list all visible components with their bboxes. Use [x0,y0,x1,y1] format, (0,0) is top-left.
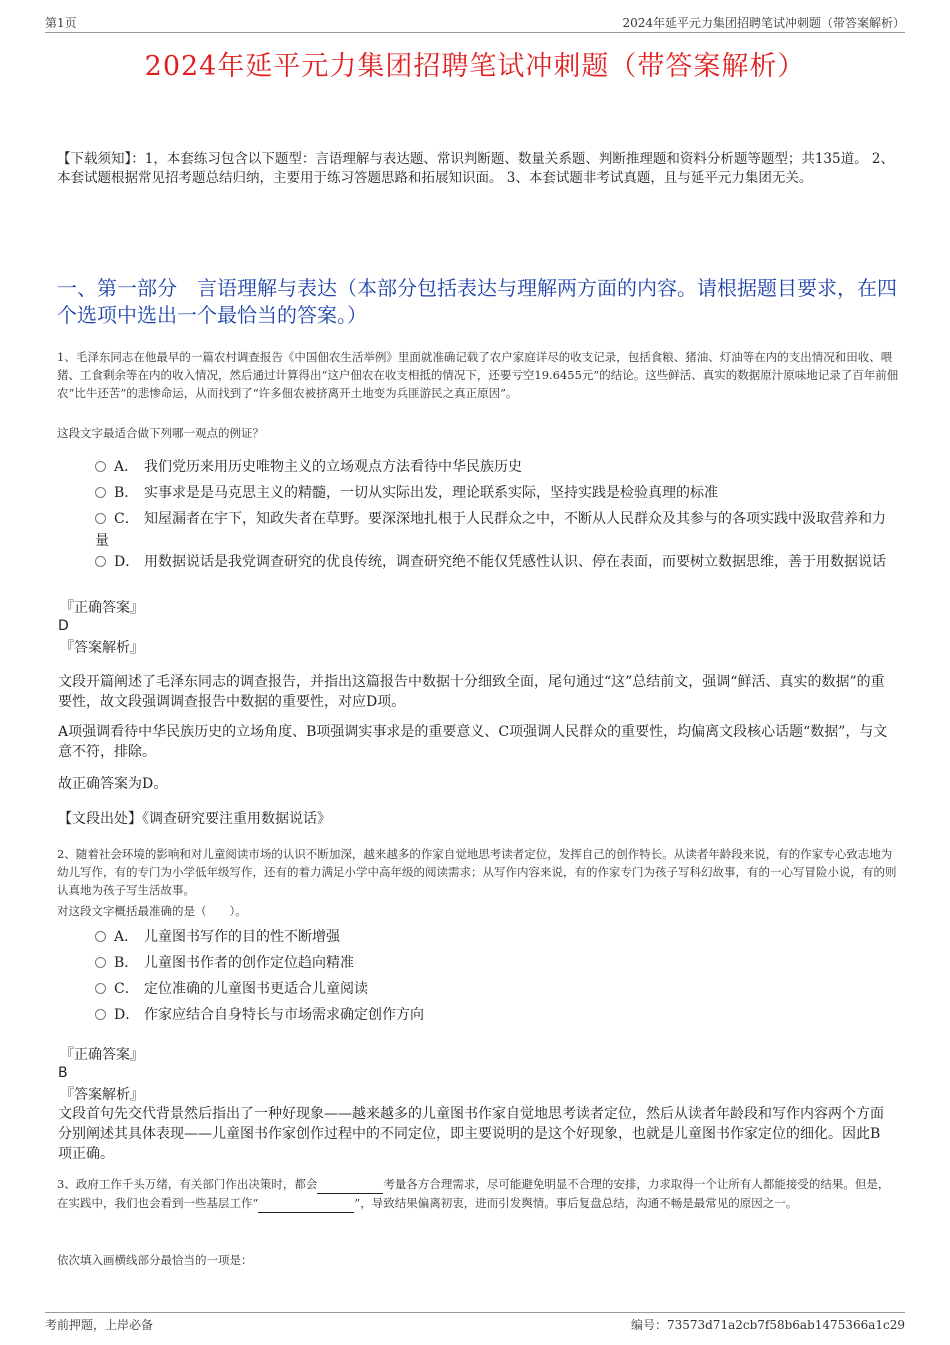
answer-label: 『正确答案』 [60,1047,144,1063]
radio-icon[interactable] [95,983,106,994]
question-2-option-c[interactable]: C． 定位准确的儿童图书更适合儿童阅读 [95,978,895,1000]
question-2-option-b[interactable]: B． 儿童图书作者的创作定位趋向精准 [95,952,895,974]
question-1-option-c[interactable]: C． 知屋漏者在宇下，知政失者在草野。要深深地扎根于人民群众之中，不断从人民群众及其参与的各项实践中汲取营养和力量 [95,511,886,549]
question-1-prompt: 这段文字最适合做下列哪一观点的例证？ [57,426,264,440]
question-3-prompt: 依次填入画横线部分最恰当的一项是： [57,1253,253,1267]
analysis-label: 『答案解析』 [60,1087,144,1103]
question-2-stem: 2、随着社会环境的影响和对儿童阅读市场的认识不断加深，越来越多的作家自觉地思考读者定位，发挥自己的创作特长。从读者年龄段来说，有的作家专心致志地为幼儿写作，有的专门为小学低年级写作，还有的着力满足小学中高年级的阅读需求；从写作内容来说，有的作家专门为孩子写科幻故事，有的一心写冒险小说，有的则认真地为孩子写生活故事。 [57,847,897,897]
question-2-option-a[interactable]: A． 儿童图书写作的目的性不断增强 [95,926,895,948]
footer-doc-id: 编号：73573d71a2cb7f58b6ab1475366a1c29 [630,1318,905,1332]
analysis-paragraph: 文段首句先交代背景然后指出了一种好现象——越来越多的儿童图书作家自觉地思考读者定位，然后从读者年龄段和写作内容两个方面分别阐述其具体表现——儿童图书作家创作过程中的不同定位，即主要说明的是这个好现象，也就是儿童图书作家定位的细化。因此B项正确。 [58,1106,884,1162]
answer-value: D [58,618,69,634]
page-header [45,14,905,33]
question-1-stem: 1、毛泽东同志在他最早的一篇农村调查报告《中国佃农生活举例》里面就准确记载了农户家庭详尽的收支记录，包括食粮、猪油、灯油等在内的支出情况和田收、喂猪、工食剩余等在内的收入情况，然后通过计算得出“这户佃农在收支相抵的情况下，还要亏空19.6455元”的结论。这些鲜活、真实的数据原汁原味地记录了百年前佃农“比牛还苦”的悲惨命运，从而找到了“许多佃农被挤离开土地变为兵匪游民之真正原因”。 [57,350,899,400]
analysis-conclusion: 故正确答案为D。 [58,776,168,792]
question-1-option-d[interactable]: D． 用数据说话是我党调查研究的优良传统，调查研究绝不能仅凭感性认识、停在表面，而要树立数据思维，善于用数据说话 [95,551,895,573]
fill-blank-1[interactable] [317,1175,383,1194]
section-heading: 一、第一部分 言语理解与表达（本部分包括表达与理解两方面的内容。请根据题目要求，在四个选项中选出一个最恰当的答案。） [57,276,897,327]
radio-icon[interactable] [95,487,106,498]
answer-value: B [58,1065,68,1081]
radio-icon[interactable] [95,931,106,942]
analysis-paragraph: 文段开篇阐述了毛泽东同志的调查报告，并指出这篇报告中数据十分细致全面，尾句通过“这”总结前文，强调“鲜活、真实的数据”的重要性，故文段强调调查报告中数据的重要性，对应D项。 [58,674,885,710]
passage-source: 【文段出处】《调查研究要注重用数据说话》 [58,811,331,827]
radio-icon[interactable] [95,1009,106,1020]
answer-label: 『正确答案』 [60,600,144,616]
question-2-option-d[interactable]: D． 作家应结合自身特长与市场需求确定创作方向 [95,1004,895,1026]
page-footer [45,1312,905,1334]
question-2-prompt: 对这段文字概括最准确的是（ ）。 [57,904,247,918]
radio-icon[interactable] [95,556,106,567]
page-number: 第1页 [45,16,77,30]
radio-icon[interactable] [95,513,106,524]
download-notice: 【下载须知】：1，本套练习包含以下题型：言语理解与表达题、常识判断题、数量关系题、判断推理题和资料分析题等题型；共135道。 2、本套试题根据常见招考题总结归纳，主要用于练习答题思路和拓展知识面。 3、本套试题非考试真题，且与延平元力集团无关。 [57,151,894,186]
radio-icon[interactable] [95,957,106,968]
question-1-option-a[interactable]: A． 我们党历来用历史唯物主义的立场观点方法看待中华民族历史 [95,456,895,478]
question-1-option-b[interactable]: B． 实事求是是马克思主义的精髓，一切从实际出发，理论联系实际，坚持实践是检验真理的标准 [95,482,895,504]
header-doc-title: 2024年延平元力集团招聘笔试冲刺题（带答案解析） [622,16,905,30]
fill-blank-2[interactable] [258,1194,354,1213]
document-title: 2024年延平元力集团招聘笔试冲刺题（带答案解析） [144,51,806,82]
question-3-stem: 3、政府工作千头万绪，有关部门作出决策时，都会 考量各方合理需求，尽可能避免明显不合理的安排，力求取得一个让所有人都能接受的结果。但是，在实践中，我们也会看到一些基层工作“ ”，导致结果偏离初衷，进而引发舆情。事后复盘总结，沟通不畅是最常见的原因之一。 [57,1175,899,1213]
analysis-paragraph: A项强调看待中华民族历史的立场角度、B项强调实事求是的重要意义、C项强调人民群众的重要性，均偏离文段核心话题“数据”，与文意不符，排除。 [58,724,888,760]
footer-slogan: 考前押题，上岸必备 [45,1318,154,1332]
radio-icon[interactable] [95,461,106,472]
analysis-label: 『答案解析』 [60,640,144,656]
